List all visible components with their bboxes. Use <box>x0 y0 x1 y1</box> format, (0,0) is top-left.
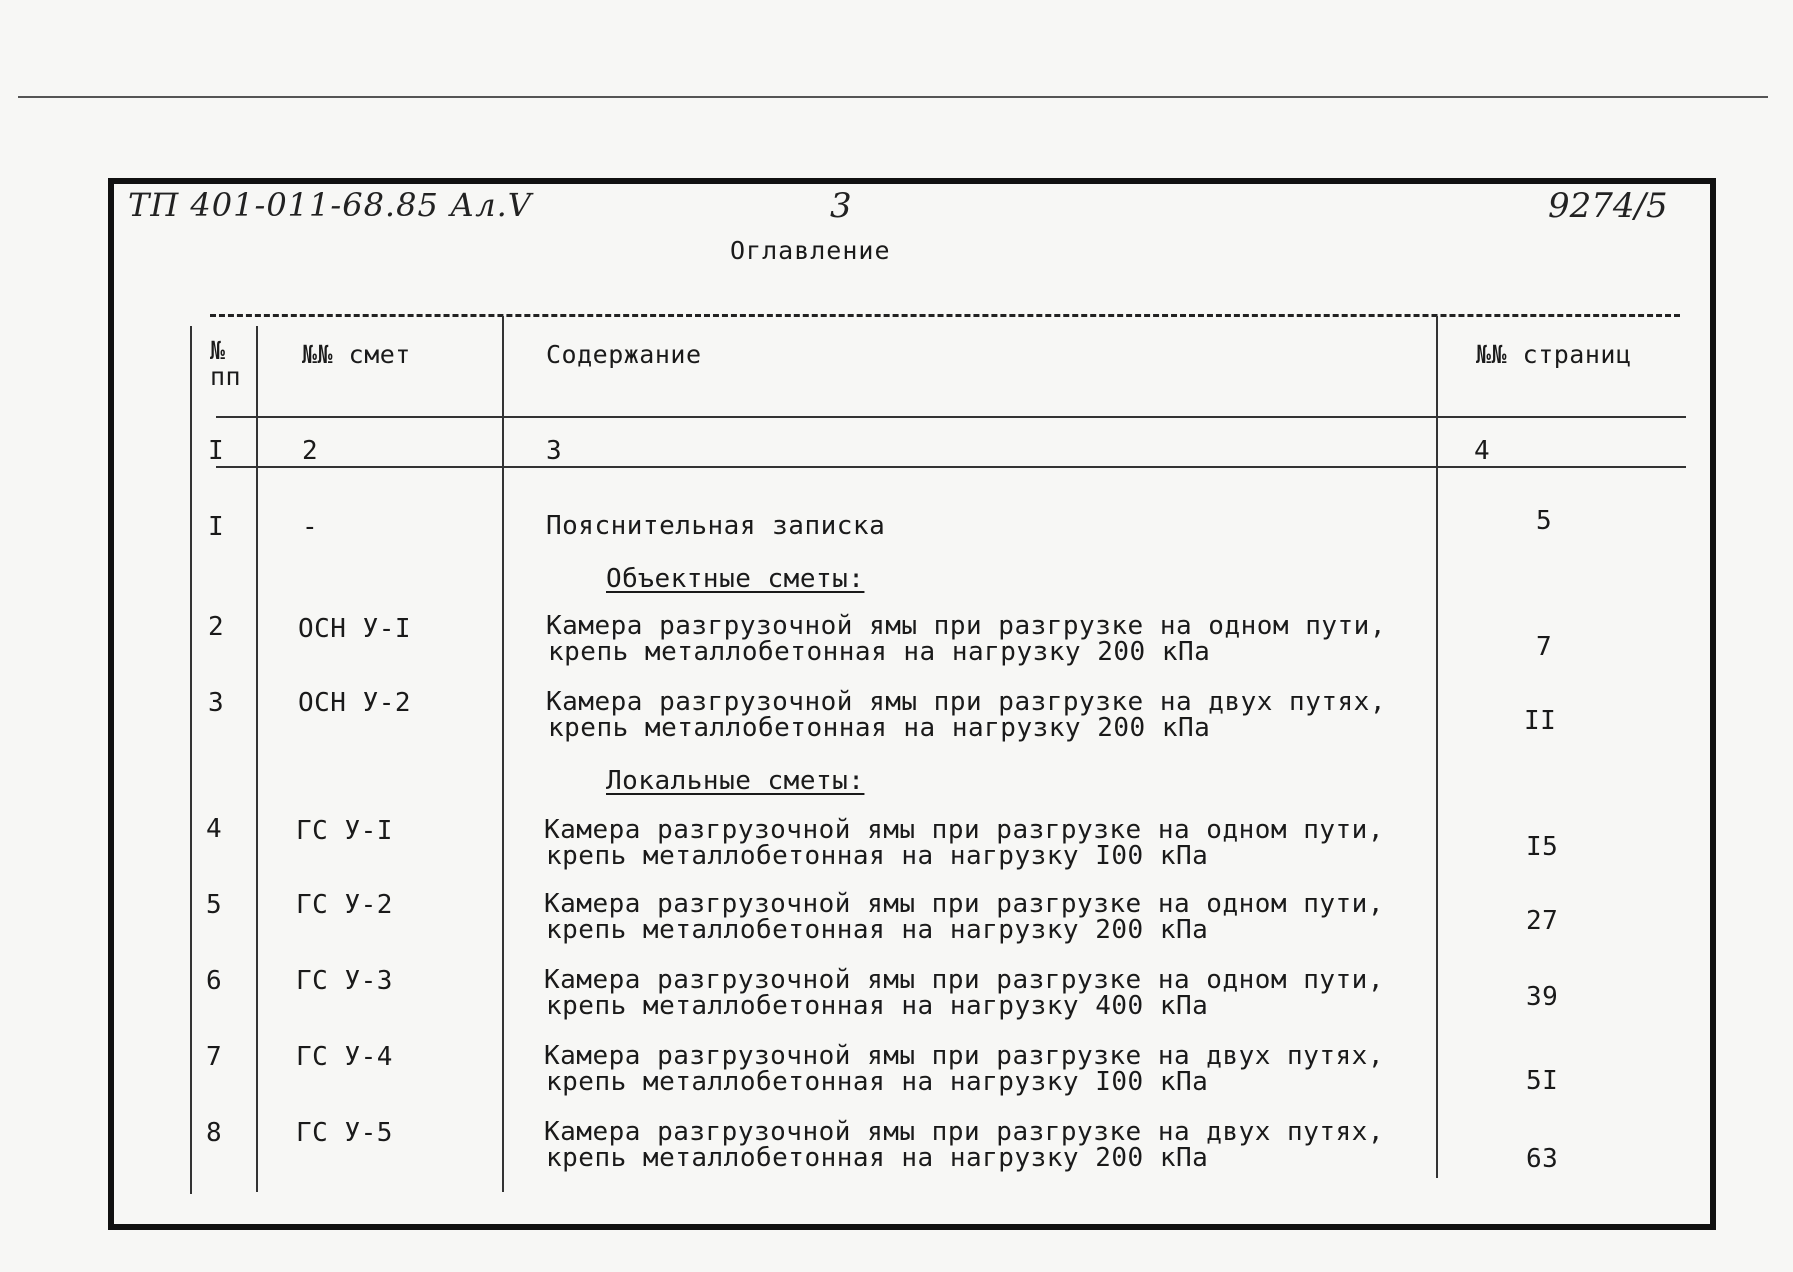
row-4-page: I5 <box>1526 832 1559 862</box>
section-local-estimates: Локальные сметы: <box>606 766 865 796</box>
row-4-content-line2: крепь металлобетонная на нагрузку I00 кПа <box>546 841 1209 871</box>
index-col-3: 3 <box>546 436 563 466</box>
page-title: Оглавление <box>730 236 891 265</box>
header-content: Содержание <box>546 340 702 369</box>
header-pages: №№ страниц <box>1476 340 1632 369</box>
row-7-content-line2: крепь металлобетонная на нагрузку I00 кПа <box>546 1067 1209 1097</box>
row-2-content-line2: крепь металлобетонная на нагрузку 200 кПа <box>548 637 1211 667</box>
row-2-estimate: ОСН У-I <box>298 614 412 644</box>
row-4-num: 4 <box>206 814 223 844</box>
index-col-2: 2 <box>302 436 319 466</box>
row-7-num: 7 <box>206 1042 223 1072</box>
row-7-page: 5I <box>1526 1066 1559 1096</box>
top-rule <box>18 96 1768 98</box>
header-separator-line <box>216 416 1686 418</box>
row-8-num: 8 <box>206 1118 223 1148</box>
row-6-num: 6 <box>206 966 223 996</box>
row-3-num: 3 <box>208 688 225 718</box>
column-divider-1 <box>256 326 258 1192</box>
row-3-content-line2: крепь металлобетонная на нагрузку 200 кПа <box>548 713 1211 743</box>
row-4-estimate: ГС У-I <box>296 816 393 846</box>
row-8-estimate: ГС У-5 <box>296 1118 393 1148</box>
row-5-content-line1: Камера разгрузочной ямы при разгрузке на одном пути, <box>544 889 1384 919</box>
row-6-content-line2: крепь металлобетонная на нагрузку 400 кПа <box>546 991 1209 1021</box>
row-1-estimate: - <box>302 512 319 542</box>
row-2-content-line1: Камера разгрузочной ямы при разгрузке на одном пути, <box>546 611 1386 641</box>
column-divider-3 <box>1436 316 1438 1178</box>
row-1-page: 5 <box>1536 506 1553 536</box>
header-num: № пп <box>210 336 242 391</box>
row-7-estimate: ГС У-4 <box>296 1042 393 1072</box>
index-col-1: I <box>208 436 225 466</box>
row-5-num: 5 <box>206 890 223 920</box>
page-number: 3 <box>830 186 852 226</box>
column-divider-2 <box>502 316 504 1192</box>
archive-number: 9274/5 <box>1548 186 1668 226</box>
row-6-content-line1: Камера разгрузочной ямы при разгрузке на одном пути, <box>544 965 1384 995</box>
row-4-content-line1: Камера разгрузочной ямы при разгрузке на одном пути, <box>544 815 1384 845</box>
row-3-estimate: ОСН У-2 <box>298 688 412 718</box>
row-5-page: 27 <box>1526 906 1559 936</box>
row-1-num: I <box>208 512 225 542</box>
document-code: ТП 401-011-68.85 Ал.V <box>128 186 532 224</box>
row-8-content-line1: Камера разгрузочной ямы при разгрузке на двух путях, <box>544 1117 1384 1147</box>
row-5-estimate: ГС У-2 <box>296 890 393 920</box>
row-6-estimate: ГС У-3 <box>296 966 393 996</box>
row-3-page: II <box>1524 706 1557 736</box>
header-estimate: №№ смет <box>302 340 411 369</box>
row-6-page: 39 <box>1526 982 1559 1012</box>
table-top-dashed-line <box>210 314 1680 317</box>
row-8-content-line2: крепь металлобетонная на нагрузку 200 кПа <box>546 1143 1209 1173</box>
row-7-content-line1: Камера разгрузочной ямы при разгрузке на двух путях, <box>544 1041 1384 1071</box>
row-2-page: 7 <box>1536 632 1553 662</box>
row-3-content-line1: Камера разгрузочной ямы при разгрузке на двух путях, <box>546 687 1386 717</box>
column-divider-left <box>190 326 192 1194</box>
section-object-estimates: Объектные сметы: <box>606 564 865 594</box>
index-col-4: 4 <box>1474 436 1491 466</box>
row-2-num: 2 <box>208 612 225 642</box>
row-1-content: Пояснительная записка <box>546 511 886 541</box>
index-separator-line <box>216 466 1686 468</box>
row-8-page: 63 <box>1526 1144 1559 1174</box>
row-5-content-line2: крепь металлобетонная на нагрузку 200 кПа <box>546 915 1209 945</box>
